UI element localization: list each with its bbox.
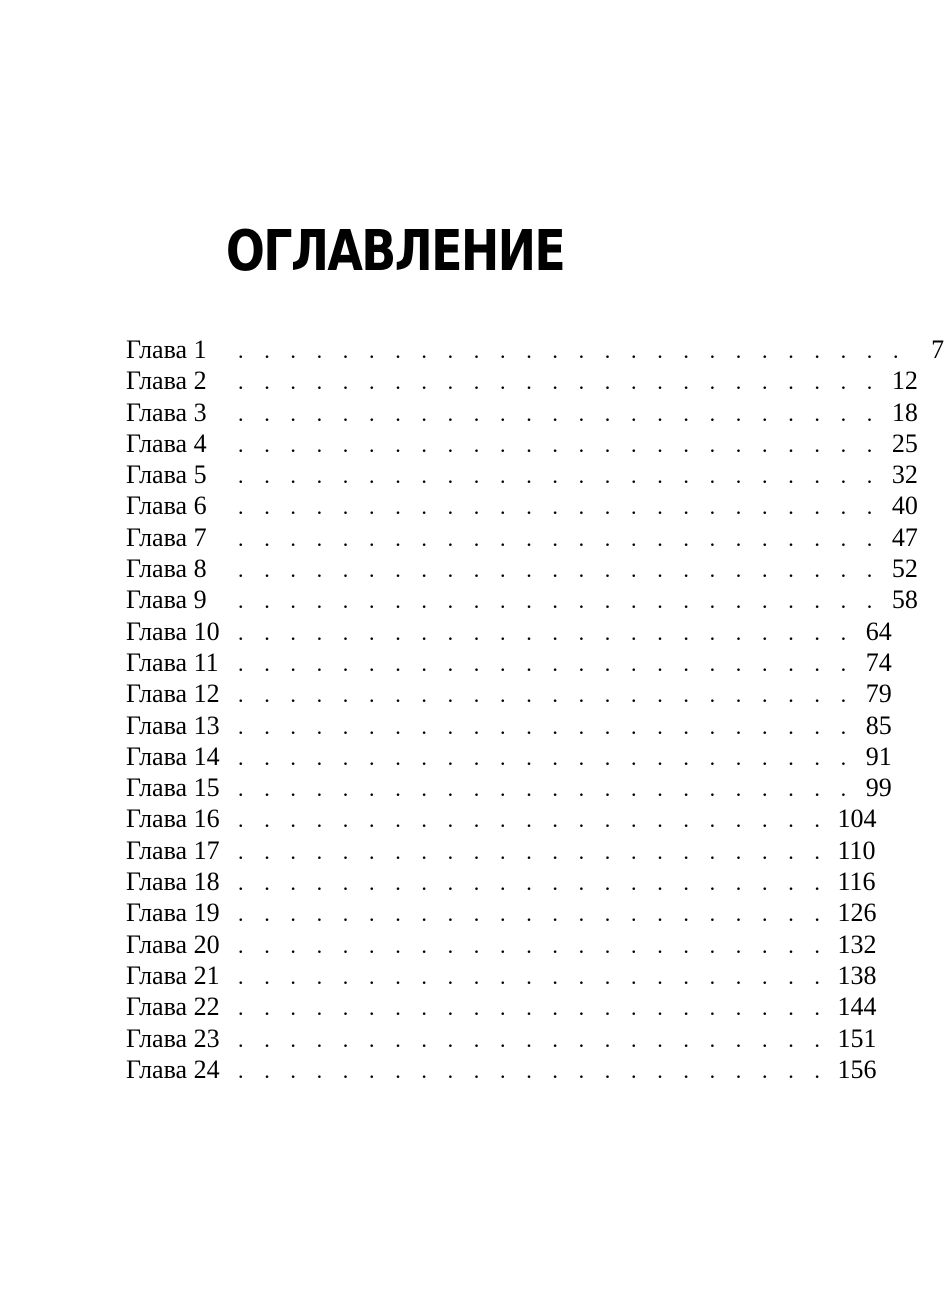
toc-entry [126,678,892,709]
toc-entry-label: Глава 11 [126,647,219,677]
toc-entry-label: Глава 5 [126,460,207,490]
toc-list [126,334,944,1085]
toc-leader-dots: . . . . . . . . . . . . . . . . . . . . . . . [238,870,828,896]
toc-entry-label: Глава 23 [126,1023,220,1053]
toc-leader-dots: . . . . . . . . . . . . . . . . . . . . . . . . [238,619,854,645]
toc-entry [126,710,892,741]
toc-entry-page: 79 [865,679,892,709]
toc-title: ОГЛАВЛЕНИЕ [225,219,565,284]
toc-leader-dots: . . . . . . . . . . . . . . . . . . . . . . . . [238,682,854,708]
toc-leader-dots: . . . . . . . . . . . . . . . . . . . . . . . [238,995,828,1021]
toc-entry [126,616,892,647]
toc-entry-label: Глава 8 [126,554,207,584]
toc-entry-label: Глава 13 [126,710,220,740]
toc-entry [126,960,877,991]
toc-entry-page: 151 [837,1023,877,1053]
toc-entry-page: 85 [865,710,892,740]
toc-leader-dots: . . . . . . . . . . . . . . . . . . . . . . . [238,838,828,864]
toc-entry-label: Глава 4 [126,428,207,458]
toc-entry-label: Глава 22 [126,992,220,1022]
toc-entry-label: Глава 16 [126,804,220,834]
toc-entry [126,835,876,866]
toc-leader-dots: . . . . . . . . . . . . . . . . . . . . . . . . . [238,557,880,583]
toc-entry-page: 116 [837,867,876,897]
toc-entry-label: Глава 7 [126,522,207,552]
toc-entry-page: 40 [891,491,918,521]
toc-entry-page: 132 [837,929,877,959]
toc-entry [126,929,877,960]
toc-entry [126,365,918,396]
toc-entry [126,459,918,490]
toc-leader-dots: . . . . . . . . . . . . . . . . . . . . . . . . . [238,463,880,489]
toc-leader-dots: . . . . . . . . . . . . . . . . . . . . . . . [238,807,828,833]
toc-entry [126,522,918,553]
toc-entry [126,647,892,678]
toc-entry-page: 18 [891,397,918,427]
toc-entry-page: 144 [837,992,877,1022]
toc-entry [126,897,877,928]
toc-entry [126,397,918,428]
toc-entry-page: 52 [891,554,918,584]
toc-leader-dots: . . . . . . . . . . . . . . . . . . . . . . . . . [238,494,880,520]
toc-entry [126,1023,877,1054]
toc-leader-dots: . . . . . . . . . . . . . . . . . . . . . . . . . . [238,338,907,363]
toc-entry-label: Глава 1 [126,335,207,364]
toc-leader-dots: . . . . . . . . . . . . . . . . . . . . . . . . [238,776,854,802]
toc-entry-label: Глава 20 [126,929,220,959]
toc-entry-page: 32 [891,460,918,490]
toc-entry-label: Глава 14 [126,741,220,771]
toc-entry-page: 25 [891,428,918,458]
toc-entry-page: 74 [865,647,892,677]
toc-entry-label: Глава 19 [126,898,220,928]
toc-entry-page: 156 [837,1054,877,1084]
toc-entry-label: Глава 18 [126,867,220,897]
toc-leader-dots: . . . . . . . . . . . . . . . . . . . . . . . [238,932,828,958]
toc-leader-dots: . . . . . . . . . . . . . . . . . . . . . . . . . [238,588,880,614]
toc-entry-page: 104 [837,804,877,834]
toc-leader-dots: . . . . . . . . . . . . . . . . . . . . . . . . . [238,525,880,551]
toc-leader-dots: . . . . . . . . . . . . . . . . . . . . . . . . [238,744,854,770]
toc-entry-label: Глава 2 [126,366,207,396]
toc-entry-label: Глава 3 [126,397,207,427]
toc-entry-page: 91 [865,741,892,771]
toc-entry [126,428,918,459]
toc-entry [126,553,918,584]
toc-entry-label: Глава 15 [126,773,220,803]
toc-entry-page: 12 [891,366,918,396]
toc-entry [126,803,877,834]
toc-entry-page: 126 [837,898,877,928]
toc-leader-dots: . . . . . . . . . . . . . . . . . . . . . . . [238,963,828,989]
toc-entry-label: Глава 17 [126,835,220,865]
toc-leader-dots: . . . . . . . . . . . . . . . . . . . . . . . [238,1026,828,1052]
toc-leader-dots: . . . . . . . . . . . . . . . . . . . . . . . [238,901,828,927]
toc-entry-page: 64 [865,616,892,646]
toc-entry-label: Глава 9 [126,585,207,615]
toc-entry-label: Глава 12 [126,679,220,709]
toc-leader-dots: . . . . . . . . . . . . . . . . . . . . . . . . . [238,431,880,457]
toc-entry-page: 58 [891,585,918,615]
toc-entry-page: 47 [891,522,918,552]
toc-leader-dots: . . . . . . . . . . . . . . . . . . . . . . . . . [238,400,880,426]
toc-leader-dots: . . . . . . . . . . . . . . . . . . . . . . . . [238,650,854,676]
toc-leader-dots: . . . . . . . . . . . . . . . . . . . . . . . [238,1057,828,1083]
toc-entry-page: 110 [837,835,876,865]
toc-entry-label: Глава 21 [126,960,220,990]
toc-entry-label: Глава 6 [126,491,207,521]
toc-entry-page: 99 [865,773,892,803]
toc-entry [126,741,892,772]
toc-entry [126,490,918,521]
toc-leader-dots: . . . . . . . . . . . . . . . . . . . . . . . . [238,713,854,739]
toc-entry-page: 138 [837,960,877,990]
toc-leader-dots: . . . . . . . . . . . . . . . . . . . . . . . . . [238,369,880,395]
toc-entry [126,772,892,803]
toc-entry [126,1054,877,1085]
toc-entry-page: 7 [931,335,944,364]
toc-entry [126,866,876,897]
toc-entry [126,991,877,1022]
toc-entry [126,334,944,365]
toc-entry-label: Глава 10 [126,616,220,646]
toc-entry-label: Глава 24 [126,1054,220,1084]
toc-entry [126,584,918,615]
